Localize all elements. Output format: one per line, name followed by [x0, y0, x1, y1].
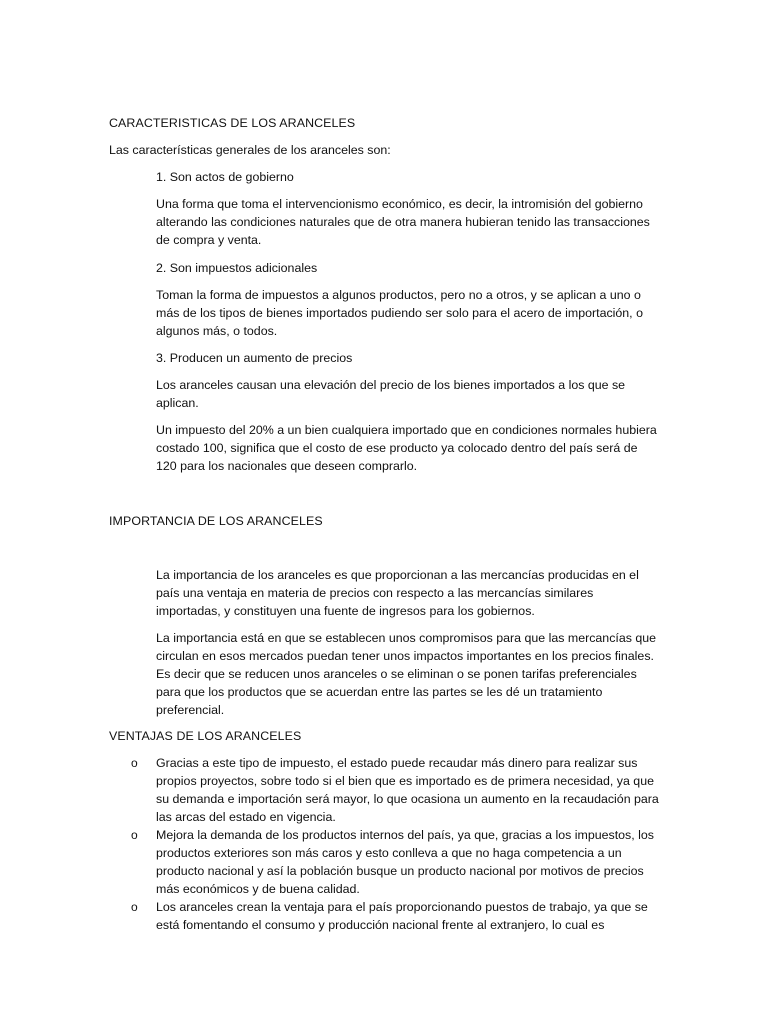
- item-3-text: Los aranceles causan una elevación del precio de los bienes importados a los que se aplican.: [156, 378, 626, 410]
- item-2-title: 2. Son impuestos adicionales: [156, 261, 318, 275]
- importancia-paragraph-1: La importancia de los aranceles es que proporcionan a las mercancías producidas en el país una ventaja en materia de precios con respecto a las mercancías similares importadas, y constituyen una fuente de ingresos para los gobiernos.: [156, 568, 639, 618]
- bullet-circle-icon: o: [131, 828, 138, 842]
- importancia-paragraph-2: La importancia está en que se establecen unos compromisos para que las mercancías que circulan en esos mercados puedan tener unos impactos importantes en los precios finales. Es decir que se reducen unos aranceles o se eliminan o se ponen tarifas preferenciales para que los productos que se acuerdan entre las partes se les dé un tratamiento preferencial.: [156, 631, 657, 717]
- item-1-text: Una forma que toma el intervencionismo económico, es decir, la intromisión del gobierno alterando las condiciones naturales que de otra manera hubieran tenido las transacciones de compra y venta.: [156, 197, 650, 247]
- item-3-title: 3. Producen un aumento de precios: [156, 351, 353, 365]
- ventaja-text-1: Gracias a este tipo de impuesto, el estado puede recaudar más dinero para realizar sus propios proyectos, sobre todo si el bien que es importado es de primera necesidad, ya que su demanda e importación será mayor, lo que ocasiona un aumento en la recaudación para las arcas del estado en vigencia.: [156, 756, 659, 824]
- section-heading-caracteristicas: CARACTERISTICAS DE LOS ARANCELES: [109, 116, 356, 130]
- bullet-circle-icon: o: [131, 756, 138, 770]
- item-1-title: 1. Son actos de gobierno: [156, 170, 294, 184]
- section-heading-ventajas: VENTAJAS DE LOS ARANCELES: [109, 729, 302, 743]
- section-heading-importancia: IMPORTANCIA DE LOS ARANCELES: [109, 514, 323, 528]
- item-3-example: Un impuesto del 20% a un bien cualquiera importado que en condiciones normales hubiera costado 100, significa que el costo de ese producto ya colocado dentro del país será de 120 para los nacionales que deseen comprarlo.: [156, 423, 657, 473]
- intro-paragraph: Las características generales de los aranceles son:: [109, 143, 391, 157]
- ventaja-text-2: Mejora la demanda de los productos internos del país, ya que, gracias a los impuestos, los productos exteriores son más caros y esto conlleva a que no haga competencia a un producto nacional y así la población busque un producto nacional por motivos de precios más económicos y de buena calidad.: [156, 828, 654, 896]
- bullet-circle-icon: o: [131, 900, 138, 914]
- ventaja-text-3: Los aranceles crean la ventaja para el país proporcionando puestos de trabajo, ya que se está fomentando el consumo y producción nacional frente al extranjero, lo cual es: [156, 900, 648, 932]
- item-2-text: Toman la forma de impuestos a algunos productos, pero no a otros, y se aplican a uno o más de los tipos de bienes importados pudiendo ser solo para el acero de importación, o algunos más, o todos.: [156, 288, 643, 338]
